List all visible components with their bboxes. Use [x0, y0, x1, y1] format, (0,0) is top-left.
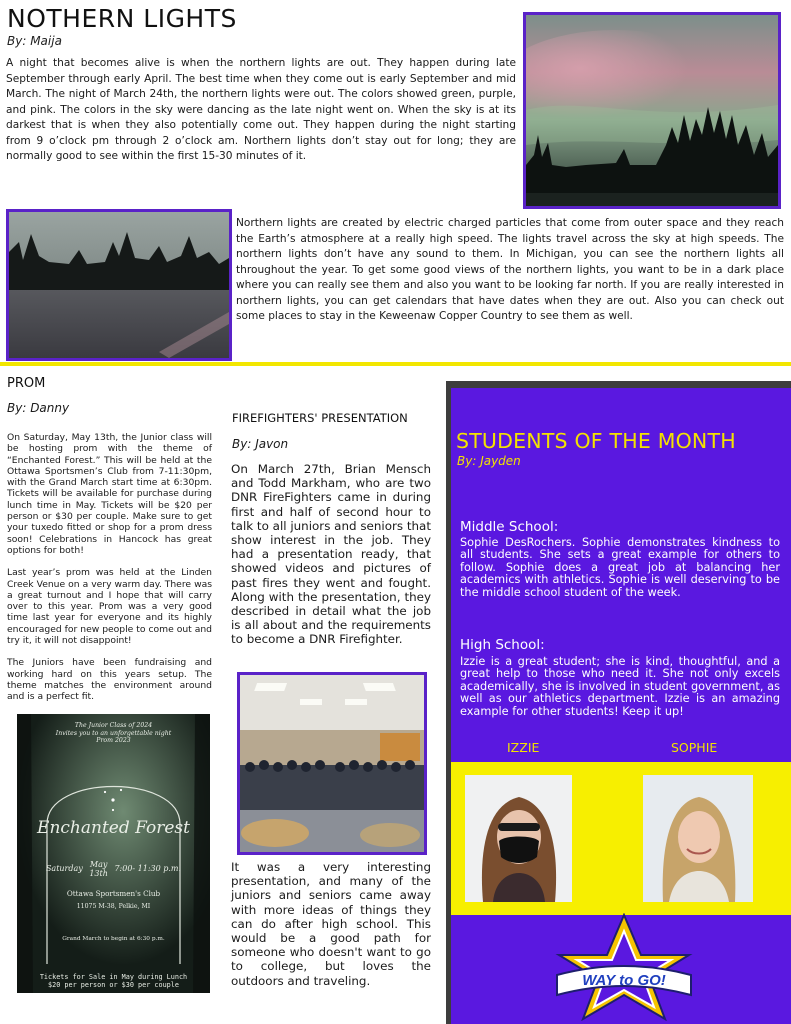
poster-address: 11075 M-38, Pelkie, MI [76, 903, 151, 910]
poster-tickets: Tickets for Sale in May during Lunch $20 per person or $30 per couple [39, 973, 188, 989]
prom-poster [17, 714, 210, 993]
poster-date: Saturday May 13th 7:00- 11:30 p.m. [45, 860, 182, 878]
prom-byline: By: Danny [7, 401, 70, 415]
way-to-go-badge [549, 913, 699, 1021]
izzie-portrait [465, 775, 572, 902]
poster-forest-background [17, 714, 210, 993]
prom-paragraph: Last year’s prom was held at the Linden Creek Venue on a very warm day. There was a great turnout and I hope that will carry over to this year. Prom was a very good time last year for everyone and its highly encouraged for new people to come out and try it, it will not disappoint! [7, 567, 212, 647]
poster-grand-march: Grand March to begin at 6:30 p.m. [62, 936, 165, 942]
student-name-izzie: IZZIE [507, 740, 540, 755]
poster-theme: Enchanted Forest [37, 818, 190, 838]
students-of-the-month-byline: By: Jayden [457, 454, 521, 468]
sophie-portrait [643, 775, 753, 902]
firefighters-paragraph-2: It was a very interesting presentation, and many of the juniors and seniors came away with more ideas of things they can do after high school. This would be a good path for someone who doesn't want to go to college, but loves the outdoors and traveling. [231, 860, 431, 988]
aurora-sky-photo [523, 12, 781, 209]
firefighters-title: FIREFIGHTERS' PRESENTATION [232, 411, 408, 425]
section-divider [0, 362, 791, 366]
northern-lights-byline: By: Maija [7, 34, 62, 48]
prom-paragraph: On Saturday, May 13th, the Junior class will be hosting prom with the theme of “Enchanted Forest.” This will be held at the Ottawa Sportsmen’s Club from 7-11:30pm, with the Grand March start time at 6:30pm. Tickets will be available for purchase during lunch time in May. Tickets will be $20 per person or $30 per couple. Make sure to get your tuxedo fitted or shop for a prom dress soon! Celebrations in Hancock has great options for both! [7, 432, 212, 556]
high-school-heading: High School: [460, 637, 545, 653]
firefighters-paragraph-1: On March 27th, Brian Mensch and Todd Markham, who are two DNR FireFighters came in during first and half of second hour to talk to all juniors and seniors that show interest in the job. They had a presentation ready, that showed videos and pictures of past fires they went and fought. Along with the presentation, they described in detail what the job is all about and the requirements to become a DNR Firefighter. [231, 462, 431, 647]
student-name-sophie: SOPHIE [671, 740, 718, 755]
badge-text: WAY to GO! [582, 972, 666, 989]
northern-lights-paragraph-2: Northern lights are created by electric charged particles that come from outer space and they reach the Earth’s atmosphere at a really high speed. The lights travel across the sky at high speeds. The northern lights don’t have any sound to them. In Michigan, you can see the northern lights all throughout the year. To get some good views of the northern lights, you want to be in a dark place where you can really see them and also you want to be looking far north. If you are really interested in northern lights, you can get calendars that have dates when they are out. Also you can check out some places to stay in the Keweenaw Copper Country to see them as well. [236, 217, 784, 322]
poster-venue: Ottawa Sportsmen's Club [66, 889, 161, 898]
northern-lights-title: NOTHERN LIGHTS [7, 4, 237, 33]
star-icon [549, 913, 699, 1021]
firefighters-byline: By: Javon [232, 437, 289, 451]
middle-school-text: Sophie DesRochers. Sophie demonstrates kindness to all students. She sets a great example for others to follow. Sophie does a great job at balancing her academics with athletics. Sophie is well deserving to be the middle school student of the week. [460, 536, 780, 599]
prom-article [7, 432, 212, 714]
northern-lights-paragraph-1: A night that becomes alive is when the northern lights are out. They happen during late September through early April. The best time when they come out is early September and mid March. The night of March 24th, the northern lights were out. The colors showed green, purple, and pink. The colors in the sky were dancing as the late night went on. When the sky is at its darkest that is when they also potentially come out. They happen during the night starting from 9 o’clock pm through 2 o’clock am. Northern lights don’t stay out for long; they are normally good to see within the first 15-30 minutes of it. [6, 57, 516, 162]
students-of-the-month-title: STUDENTS OF THE MONTH [456, 429, 736, 453]
poster-invite: The Junior Class of 2024 Invites you to an unforgettable night Prom 2023 [55, 722, 172, 745]
high-school-text: Izzie is a great student; she is kind, thoughtful, and a great help to those who need it. She not only excels academically, she is involved in student government, as well as our athletics department. Izzie is an amazing example for other students! Keep it up! [460, 655, 780, 718]
prom-paragraph: The Juniors have been fundraising and working hard on this years setup. The theme matches the environment around and is a perfect fit. [7, 657, 212, 703]
snowy-field-photo [6, 209, 232, 361]
prom-title: PROM [7, 376, 46, 391]
middle-school-heading: Middle School: [460, 519, 559, 535]
classroom-presentation-photo [237, 672, 427, 855]
